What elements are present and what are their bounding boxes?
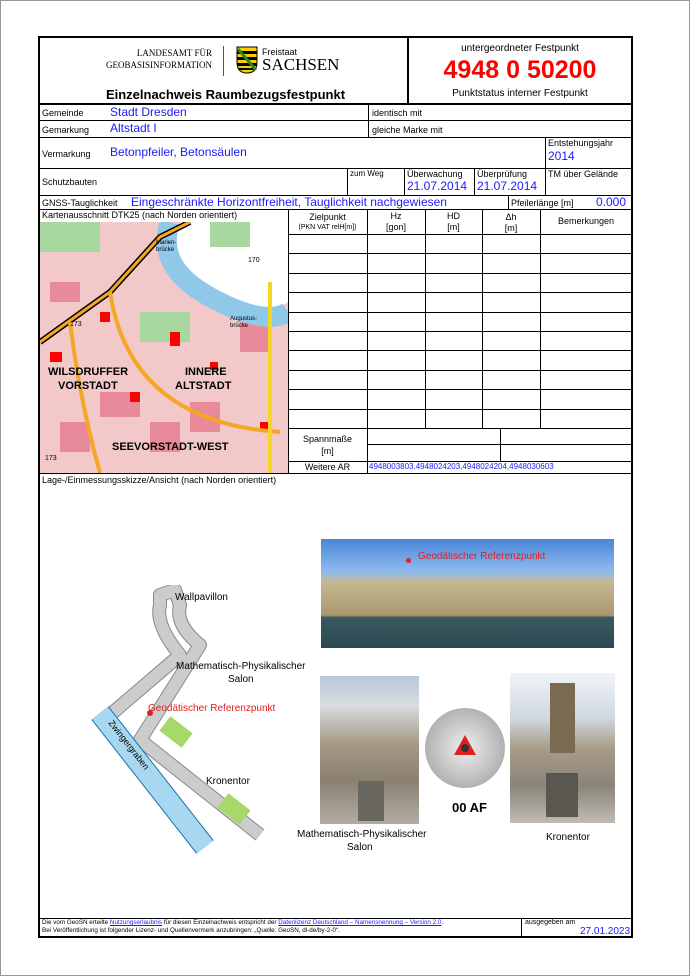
- gnss-label: GNSS-Tauglichkeit: [42, 198, 118, 208]
- zumweg-label: zum Weg: [350, 169, 384, 178]
- ref-point-marker: [406, 558, 411, 563]
- spann-unit: [m]: [321, 446, 334, 456]
- table-cell: [288, 234, 368, 254]
- table-cell: [425, 409, 483, 429]
- weitere-value: 4948003803,4948024203,4948024204,4948030603: [369, 462, 554, 471]
- table-cell: [540, 409, 633, 429]
- point-type: untergeordneter Festpunkt: [461, 43, 579, 54]
- map-label-vorstadt: VORSTADT: [58, 380, 118, 392]
- col-bemerkungen: Bemerkungen: [557, 216, 615, 226]
- vermarkung-value: Betonpfeiler, Betonsäulen: [110, 145, 247, 159]
- issued-date: 27.01.2023: [580, 926, 631, 937]
- table-cell: [540, 234, 633, 254]
- table-cell: [425, 350, 483, 370]
- kronentor-label: Kronentor: [206, 776, 250, 787]
- table-cell: [367, 312, 426, 332]
- agency-line1: LANDESAMT FÜR: [136, 48, 212, 58]
- ueberpruefung-value: 21.07.2014: [477, 179, 538, 193]
- sketch-title: Lage-/Einmessungsskizze/Ansicht (nach Norden orientiert): [42, 475, 277, 485]
- col-hz: Hz: [390, 211, 402, 221]
- map-label-marienbruecke: brücke: [156, 247, 175, 253]
- ueberwachung-value: 21.07.2014: [407, 179, 468, 193]
- entstehung-value: 2014: [548, 149, 575, 163]
- pfeiler-label: Pfeilerlänge [m]: [511, 198, 574, 208]
- table-cell: [288, 292, 368, 312]
- table-cell: [367, 409, 426, 429]
- map-title: Kartenausschnitt DTK25 (nach Norden orientiert): [42, 210, 238, 220]
- tm-label: TM über Gelände: [548, 169, 619, 179]
- col-hz-unit: [gon]: [385, 222, 407, 232]
- col-hd-unit: [m]: [447, 222, 460, 232]
- map-label-innere: INNERE: [185, 366, 227, 378]
- col-hd: HD: [447, 211, 460, 221]
- salon-label-2: Salon: [228, 674, 254, 685]
- table-cell: [482, 370, 541, 390]
- pfeiler-value: 0.000: [596, 195, 627, 209]
- state-big: SACHSEN: [262, 55, 340, 74]
- map-label-173b: 173: [45, 455, 57, 462]
- table-cell: [367, 389, 426, 409]
- col-dh-unit: [m]: [504, 223, 518, 233]
- ref-label: Geodätischer Referenzpunkt: [148, 703, 276, 714]
- state-small: Freistaat: [262, 47, 298, 57]
- issued-label: ausgegeben am: [525, 919, 576, 926]
- table-cell: [367, 234, 426, 254]
- agency-line2: GEOBASISINFORMATION: [105, 60, 212, 70]
- photo-salon: [320, 676, 419, 824]
- spann-cell: [500, 444, 633, 462]
- table-cell: [288, 331, 368, 351]
- salon-label-1: Mathematisch-Physikalischer: [176, 661, 306, 672]
- photo-kronentor: [510, 673, 615, 823]
- table-cell: [288, 370, 368, 390]
- source-notice: Bei Veröffentlichung ist folgender Lizenz- und Quellenvermerk anzubringen: „Quelle: GeoSN, dl-de/by-2-0“.: [42, 927, 340, 934]
- table-cell: [425, 273, 483, 293]
- schutz-label: Schutzbauten: [42, 177, 98, 187]
- weitere-label: Weitere AR: [304, 462, 351, 472]
- gemarkung-label: Gemarkung: [42, 125, 90, 135]
- table-cell: [288, 409, 368, 429]
- marker-label: 00 AF: [452, 800, 487, 815]
- map-label-marien: Marien-: [156, 240, 177, 246]
- photo-ref-label: Geodätischer Referenzpunkt: [418, 551, 546, 562]
- table-cell: [367, 253, 426, 273]
- map-label-augustusbruecke: brücke: [230, 323, 249, 329]
- header-right: [407, 36, 633, 105]
- table-cell: [367, 331, 426, 351]
- sketch-plan: [80, 585, 300, 865]
- spann-cell: [500, 428, 633, 445]
- point-number: 4948 0 50200: [443, 56, 597, 84]
- point-status: Punktstatus interner Festpunkt: [452, 88, 588, 99]
- table-cell: [540, 273, 633, 293]
- table-cell: [288, 273, 368, 293]
- saxony-coat-of-arms-icon: [236, 46, 258, 74]
- table-cell: [482, 234, 541, 254]
- table-cell: [540, 389, 633, 409]
- table-cell: [367, 273, 426, 293]
- table-cell: [425, 312, 483, 332]
- map-label-augustus: Augustus-: [230, 316, 258, 322]
- map-label-altstadt: ALTSTADT: [175, 380, 232, 392]
- table-cell: [425, 292, 483, 312]
- table-cell: [482, 331, 541, 351]
- table-cell: [425, 253, 483, 273]
- vermarkung-label: Vermarkung: [42, 149, 91, 159]
- table-cell: [482, 253, 541, 273]
- gemarkung-value: Altstadt I: [110, 121, 157, 135]
- license-notice: Die vom GeoSN erteilte Nutzungserlaubnis für diesen Einzelnachweis entspricht der Datenlizenz Deutschland – Namensnennung – Version 2.0. Bei Veröffentlichung ist folgender Lizenz- und Quellenvermerk anzubringen: „Quelle: GeoSN, dl-de/by-2-0“.: [42, 919, 444, 934]
- map-label-seevorstadt: SEEVORSTADT-WEST: [112, 441, 229, 453]
- caption-kronentor: Kronentor: [546, 832, 590, 843]
- col-dh: Δh: [505, 212, 517, 222]
- col-zielpunkt: Zielpunkt: [309, 212, 346, 222]
- table-cell: [482, 273, 541, 293]
- document-title: Einzelnachweis Raumbezugsfestpunkt: [105, 87, 346, 102]
- table-cell: [540, 312, 633, 332]
- triangle-marker-icon: [453, 734, 477, 756]
- table-cell: [540, 331, 633, 351]
- table-cell: [288, 312, 368, 332]
- gnss-value: Eingeschränkte Horizontfreiheit, Tauglichkeit nachgewiesen: [131, 195, 447, 209]
- spann-cell: [367, 444, 501, 462]
- ueberwachung-label: Überwachung: [407, 169, 463, 179]
- col-zielpunkt-sub: (PKN VAT relH[m]): [298, 224, 357, 231]
- table-cell: [425, 331, 483, 351]
- datenlizenz-link[interactable]: Datenlizenz Deutschland – Namensnennung – Version 2.0: [278, 919, 442, 926]
- table-cell: [482, 312, 541, 332]
- table-cell: [540, 370, 633, 390]
- table-cell: [288, 350, 368, 370]
- table-cell: [482, 409, 541, 429]
- spann-label: Spannmaße: [302, 434, 353, 444]
- identisch-label: identisch mit: [372, 108, 423, 118]
- table-cell: [540, 350, 633, 370]
- header-left: [38, 36, 409, 105]
- table-cell: [425, 370, 483, 390]
- table-cell: [482, 292, 541, 312]
- photo-marker-disk: [425, 708, 505, 788]
- gleiche-label: gleiche Marke mit: [372, 125, 443, 135]
- caption-salon-2: Salon: [347, 842, 373, 853]
- table-cell: [288, 253, 368, 273]
- table-cell: [367, 370, 426, 390]
- caption-salon-1: Mathematisch-Physikalischer: [297, 829, 427, 840]
- table-cell: [540, 292, 633, 312]
- nutzungserlaubnis-link[interactable]: Nutzungserlaubnis: [109, 919, 163, 926]
- photo-zwinger-panorama: [321, 539, 614, 648]
- map-label-170: 170: [248, 257, 260, 264]
- topographic-map[interactable]: [40, 222, 288, 473]
- table-cell: [482, 389, 541, 409]
- map-label-wilsdruffer: WILSDRUFFER: [48, 366, 129, 378]
- table-cell: [367, 350, 426, 370]
- table-cell: [540, 253, 633, 273]
- map-label-173a: 173: [70, 321, 82, 328]
- spann-cell: [367, 428, 501, 445]
- table-cell: [288, 389, 368, 409]
- table-cell: [482, 350, 541, 370]
- ueberpruefung-label: Überprüfung: [477, 169, 528, 179]
- gemeinde-value: Stadt Dresden: [110, 105, 187, 119]
- entstehung-label: Entstehungsjahr: [548, 138, 614, 148]
- wallpavillon-label: Wallpavillon: [175, 592, 228, 603]
- zwingergraben-label: Zwingergraben: [106, 718, 152, 772]
- table-cell: [425, 234, 483, 254]
- gemeinde-label: Gemeinde: [42, 108, 84, 118]
- table-cell: [367, 292, 426, 312]
- table-cell: [425, 389, 483, 409]
